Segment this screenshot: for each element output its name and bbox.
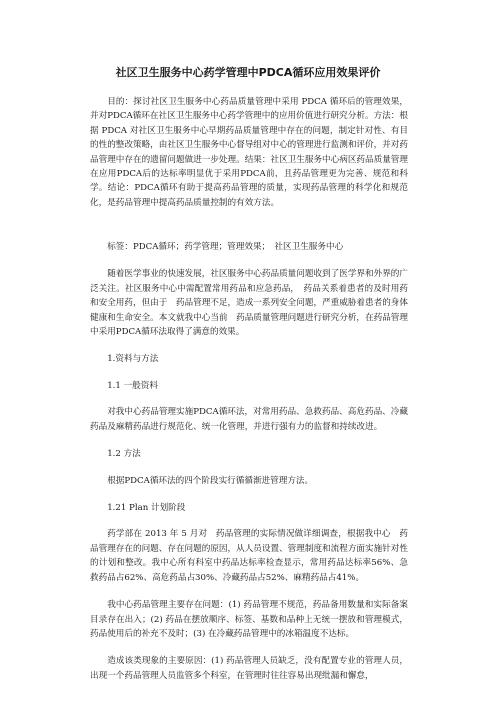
paper-body	[90, 95, 408, 683]
subsection-heading-method: 1.2 方法	[107, 449, 141, 460]
abstract-paragraph: 目的：探讨社区卫生服务中心药品质量管理中采用 PDCA 循环后的管理效果，并对PDCA循环在社区卫生服务中心药学管理中的应用价值进行研究分析。方法：根据 PDCA 对社区卫生服务中心早期药品质量管理中存在的问题，制定针对性、有目的性的整改策略，由社区卫生服务中心督导组对中心的管理进行监测和评价，并对药品管理中存在的遗留问题做进一步处理。结果：社区卫生服务中心病区药品质量管理在应用PDCA后的达标率明显优于采用PDCA前，且药品管理更为完善、规范和科学。结论：PDCA循环有助于提高药品管理的质量，实现药品管理的科学化和规范化，是药品管理中提高药品质量控制的有效方法。	[90, 97, 408, 208]
problems-paragraph: 我中心药品管理主要存在问题：(1) 药品管理不规范，药品备用数量和实际备案目录存在出入；(2) 药品在摆放顺序、标签、基数和品种上无统一摆放和管理模式，药品使用后的补充不及时；(3) 在冷藏药品管理中的冰箱温度不达标。	[90, 600, 408, 640]
method-paragraph: 根据PDCA循环法的四个阶段实行循循渐进管理方法。	[107, 475, 314, 486]
introduction-paragraph: 随着医学事业的快速发展，社区服务中心药品质量问题收到了医学界和外界的广泛关注。社区服务中心中需配置常用药品和应急药品， 药品关系着患者的及时用药和安全用药，但由于 药品管理不足，造成一系列安全问题，严重威胁着患者的身体健康和生命安全。本文就我中心当前 药品质量管理问题进行研究分析，在药品管理中采用PDCA循环法取得了满意的效果。	[90, 269, 408, 338]
section-heading-materials-methods: 1.资料与方法	[107, 354, 159, 365]
paper-title: 社区卫生服务中心药学管理中PDCA循环应用效果评价	[115, 66, 381, 79]
general-data-paragraph: 对我中心药品管理实施PDCA循环法，对常用药品、急救药品、高危药品、冷藏药品及麻精药品进行规范化、统一化管理，并进行强有力的监督和持续改进。	[90, 407, 408, 432]
subsection-heading-general-data: 1.1 一般资料	[107, 380, 158, 391]
subsection-heading-plan-stage: 1.21 Plan 计划阶段	[107, 503, 186, 514]
plan-stage-paragraph: 药学部在 2013 年 5 月对 药品管理的实际情况做详细调查，根据我中心 药品管理存在的问题、存在问题的原因，从人员设置、管理制度和流程方面实施针对性的计划和整改。我中心所有科室中药品达标率检查显示，常用药品达标率56%、急救药品占62%、高危药品占30%、冷藏药品占52%、麻精药品占41%。	[90, 529, 408, 583]
keywords-paragraph: 标签：PDCA循环；药学管理；管理效果； 社区卫生服务中心	[107, 242, 344, 252]
causes-paragraph: 造成该类现象的主要原因：(1) 药品管理人员缺乏，没有配置专业的管理人员，出现一个药品管理人员监管多个科室，在管理时往往容易出现纰漏和懈怠，	[90, 656, 408, 681]
